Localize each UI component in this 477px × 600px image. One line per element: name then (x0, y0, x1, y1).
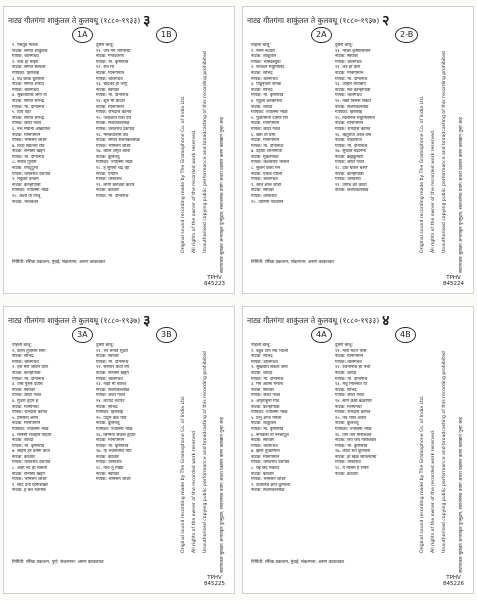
track-list-line: गायक: मा. दीनानाथ (335, 76, 368, 82)
track-list-line: नाटक: स्वयंवर (12, 387, 35, 393)
track-list-line: गायक: मा. दीनानाथ (96, 93, 129, 99)
track-list-line: नाटक: मानापमान (251, 121, 280, 127)
card-header (247, 311, 433, 327)
track-list-line: नाटक: कान्होपात्रा (12, 182, 41, 188)
catalog-prefix: TPHV (446, 275, 461, 281)
card-title: नाट्य गीतगंगा शाकुंतल ते कुलवधू (१८८०-१९३३) (247, 316, 380, 325)
track-list-line: गायिका: ज्योत्स्ना भोळे (96, 160, 133, 166)
catalog-prefix: TPHV (207, 275, 222, 281)
devanagari-notice: सर्वाधिकार सुरक्षित अनधिकृत पुनर्मुद्रण, सार्वजनिक प्रयोग अथवा प्रक्षेपण करणे कायद्याने गुन्हा आहे (459, 417, 464, 573)
track-list-line: गायक: बालगंधर्व (335, 93, 362, 99)
track-list-line: ५. प्रिये पहा (12, 110, 31, 116)
track-list-side-a (251, 343, 331, 558)
catalog-number (443, 275, 464, 287)
track-list-line: नाटक: ब्रह्मकुमारी (335, 154, 364, 160)
track-list-line: नाटक: सौभद्र (335, 387, 357, 393)
track-list-line: ७. झाले युवतिमना (251, 449, 280, 455)
catalog-code: 845223 (204, 281, 225, 287)
card-number: ४ (382, 313, 390, 327)
track-list-line: ३. तेचि पुरुष दैवाचे (12, 382, 43, 388)
track-list-line: नाटक: संगीत शाकुंतल (12, 48, 48, 54)
track-list-line: नाटक: कुलवधू (96, 154, 120, 160)
track-list-line: नाटक: शारदा (251, 104, 273, 110)
track-list-line: गायक: बालगंधर्व (96, 76, 123, 82)
track-list-line: गायक: बालगंधर्व (12, 359, 39, 365)
track-list-line: १४. सांग कधी कळणार (335, 398, 372, 404)
track-list-line: गायक: वसंतराव देशपांडे (251, 460, 290, 466)
track-list-line: गायक: मा. दीनानाथ (251, 376, 284, 382)
copyright-line-3: Unauthorised copying public performance and broadcasting of this recording prohibited (442, 51, 447, 253)
track-list-line: २. नाथ हा माझा (12, 59, 38, 65)
track-list-line: ६. रूपबली तो नरशार्दूल (251, 432, 289, 438)
track-list-line: १२. कर हा करी (335, 65, 361, 71)
track-list-line: ३. वद जाऊ कुणाला (12, 76, 45, 82)
track-list-line: गायक: भीमसेन जोशी (96, 143, 131, 149)
track-list-line: गायक: छोटा गंधर्व (96, 393, 125, 399)
track-list-line: गायक: बालगंधर्व (251, 359, 278, 365)
track-list-side-a (251, 43, 331, 258)
track-list-line: १८. देवा धरिले चरण (335, 166, 368, 172)
track-list-line: १७. बोला अमृत बोला (96, 149, 131, 155)
track-list-line: गायक: भास्करबुवा (251, 59, 281, 65)
track-list-line: १२. रवि मी (96, 65, 114, 71)
copyright-line-1: Original sound recording made by The Gramophone Co. of India Ltd. (181, 95, 186, 253)
track-list-line: गायक: रामदास कामत (335, 410, 371, 416)
cassette-inlay-card-1 (3, 6, 235, 294)
track-list-line: नाटक: संन्यस्त खड्ग (96, 370, 129, 376)
track-list-line: गायक: मा. दीनानाथ (335, 376, 368, 382)
track-list-line: गायक: मा. कृष्णराव (96, 59, 129, 65)
track-list-line: नाटक: सौभद्र (251, 87, 273, 93)
track-list-line: नाटक: मूकनायक (251, 154, 279, 160)
track-list-line: नाटक: स्वयंवर (335, 54, 358, 60)
side-a-marker: 4A (311, 327, 332, 343)
track-list-line: ११. नरवर कृष्णासमान (335, 48, 371, 54)
track-list-line: गायक: रामदास कामत (12, 410, 48, 416)
track-list-line: नाटक: संगीत सौभद्र (12, 115, 45, 121)
side-b-marker: 2-B (395, 27, 418, 43)
track-list-line: १३. मधु मिलनात या (335, 382, 367, 388)
copyright-line-3: Unauthorised copying public performance and broadcasting of this recording prohibited (203, 351, 208, 553)
track-list-line: ४. सुकतातचि जगी या (12, 93, 47, 99)
track-list-line: ९. लाल शाल जोडी (251, 182, 281, 188)
track-list-line: २. राधाधर मधुमिलिंद (251, 65, 285, 71)
track-list-line: ११. मला मदन भासे (335, 348, 367, 354)
track-list-line: गायक: भीमसेन जोशी (96, 477, 131, 483)
track-list-line: ४. अमृताहुनी गोड (251, 398, 279, 404)
catalog-code: 845225 (204, 581, 225, 587)
track-list-line: नाटक: स्वयंवर (251, 387, 274, 393)
track-list-line: गायक: मा. कृष्णराव (251, 426, 284, 432)
track-list-line: नाटक: शारदा (251, 370, 273, 376)
track-list-line: १३. चंद्रिका ही जणू (96, 82, 127, 88)
track-list-line: गायक: मा. दीनानाथ (12, 104, 45, 110)
credits-footer: निर्मिती: रसिक प्रकाशन, मुंबई; संकल्पना: अरुण काकतकर (251, 560, 345, 565)
track-list-line: १०. कशी या त्यजू (12, 194, 41, 200)
track-list-line: नाटक: कट्यार (96, 188, 119, 194)
track-list-line: गायक: मा. दीनानाथ (12, 376, 45, 382)
track-list-line: १५. विलोपले मधुमिलनात (335, 115, 376, 121)
track-list-line: गायक: बालगंधर्व (251, 443, 278, 449)
copyright-line-1: Original sound recording made by The Gramophone Co. of India Ltd. (420, 395, 425, 553)
track-list-line: दुसरी बाजू: (335, 43, 354, 48)
track-list-side-b (335, 43, 415, 258)
track-list-line: दुसरी बाजू: (96, 343, 115, 348)
track-list-line: ३. पांडुनृपती जनक (251, 82, 282, 88)
track-list-line: नाटक: संगीत संशयकल्लोळ (96, 138, 140, 144)
track-list-line: १५. दाटून कंठ येतो (96, 415, 127, 421)
catalog-number (204, 575, 225, 587)
track-list-line: पहिली बाजू: (251, 43, 271, 48)
credits-footer: निर्मिती: रसिक प्रकाशन, पुणे; संकल्पना: अरुण काकतकर (12, 560, 104, 565)
track-list-line: नाटक: मानापमान (96, 104, 125, 110)
track-list-line: नाटक: मानापमान (12, 132, 41, 138)
track-list-line: गायक: मा. दीनानाथ (335, 143, 368, 149)
side-a-marker: 3A (72, 327, 93, 343)
track-list-line: गायिका: हिराबाई (12, 70, 39, 76)
track-list-line: गायक: बालगंधर्व (251, 76, 278, 82)
track-list-line: नाटक: कुलवधू (335, 421, 359, 427)
track-list-line: नाटक: पंडितराज (335, 138, 362, 144)
track-list-line: २. सुखवीत सकल जना (251, 365, 288, 371)
track-list-line: नाटक: हा खेळ सावल्यांचा (335, 454, 377, 460)
track-list-line: गायक: वसंतराव देशपांडे (12, 460, 51, 466)
track-list-line: नाटक: मानापमान (251, 138, 280, 144)
track-list-line: नाटक: हे बंध रेशमाचे (12, 488, 46, 494)
track-list-line: १७. या भवनातील गीत (96, 449, 132, 455)
track-list-line: ८. सुजन कसा मन (251, 166, 281, 172)
track-list-line: गायक: बालगंधर्व (251, 177, 278, 183)
card-header (8, 11, 194, 27)
track-list-line: नाटक: संगीत शारदा (12, 82, 44, 88)
track-list-line: ५. प्रभु अजि गमला (251, 415, 282, 421)
track-list-line: गायक: भीमसेन जोशी (12, 138, 47, 144)
track-list-side-a (12, 43, 92, 258)
track-list-line: १. बहुत दिन नच भेटलो (251, 348, 289, 354)
card-title: नाट्य गीतगंगा शाकुंतल ते कुलवधू (१८८०-१९३७) (247, 16, 380, 25)
track-list-line: नाटक: मानापमान (12, 421, 41, 427)
track-list-line: नाटक: मत्स्यगंधा (12, 404, 39, 410)
track-list-line: ७. सोहम् हर डमरू बाजे (12, 449, 50, 455)
devanagari-notice: सर्वाधिकार सुरक्षित अनधिकृत पुनर्मुद्रण, सार्वजनिक प्रयोग अथवा प्रक्षेपण करणे कायद्याने गुन्हा आहे (220, 417, 225, 573)
track-list-line: गायक: वसंतराव देशपांडे (12, 171, 51, 177)
track-list-line: नाटक: मानापमान (335, 70, 364, 76)
track-list-line: नाटक: शाकुंतल (251, 54, 277, 60)
track-list-line: गायिका: हिराबाई (335, 110, 362, 116)
track-list-line: गायक: मा. कृष्णराव (12, 443, 45, 449)
track-list-line: नाटक: स्वयंवर (96, 471, 119, 477)
track-list-side-b (335, 343, 415, 558)
card-title: नाट्य गीतगंगा शाकुंतल ते कुलवधू (१८८०-१९३७) (8, 316, 141, 325)
track-list-line: गायक: छोटा गंधर्व (12, 121, 41, 127)
track-list-side-b (96, 43, 176, 258)
track-list-line: १४. लटपट लटपट (96, 398, 125, 404)
track-list-line: ८. घेई छंद मकरंद (251, 466, 280, 472)
track-list-line: गायक: बालगंधर्व (12, 87, 39, 93)
track-list-line: गायक: रामदास कामत (96, 110, 132, 116)
track-list-line: गायक: बालगंधर्व (335, 59, 362, 65)
track-list-line: ९. साद देती हिमशिखरे (12, 482, 48, 488)
catalog-number (204, 275, 225, 287)
side-a-marker: 1A (72, 27, 93, 43)
side-b-marker: 4B (395, 327, 416, 343)
track-list-line: नाटक: स्वयंवर (251, 188, 274, 194)
track-list-line: नाटक: कुलवधू (96, 421, 120, 427)
track-list-line: नाटक: संगीत स्वयंवर (12, 65, 46, 71)
track-list-line: १९. लागी करेजवा कटार (96, 182, 135, 188)
track-list-line: १४. नको विसरू संकेत (335, 98, 371, 104)
catalog-prefix: TPHV (446, 575, 461, 581)
devanagari-notice: सर्वाधिकार सुरक्षित अनधिकृत पुनर्मुद्रण, सार्वजनिक प्रयोग अथवा प्रक्षेपण करणे कायद्याने गुन्हा आहे (459, 117, 464, 273)
cassette-inlay-card-4 (242, 306, 474, 594)
credits-footer: निर्मिती: रसिक प्रकाशन; संकल्पना: अरुण काकतकर (251, 260, 335, 265)
card-number: ३ (143, 13, 151, 27)
track-list-line: दुसरी बाजू: (335, 343, 354, 348)
track-list-line: नाटक: शारदा (335, 370, 357, 376)
track-list-line: गायक: छोटा गंधर्व (12, 393, 41, 399)
track-list-line: १२. सरणार कधी रण (96, 365, 130, 371)
track-list-line: नाटक: संन्यस्त खड्ग (12, 471, 45, 477)
track-list-line: गायक: रामदास कामत (335, 126, 371, 132)
track-list-line: नाटक: कान्होपात्रा (12, 370, 41, 376)
track-list-line: गायक: मा. दीनानाथ (96, 194, 129, 200)
catalog-prefix: TPHV (207, 575, 222, 581)
track-list-line: गायक: छोटा गंधर्व (335, 160, 364, 166)
track-list-line: गायक: मा. कृष्णराव (335, 443, 368, 449)
track-list-line: नाटक: मत्स्यगंधा (335, 404, 362, 410)
copyright-line-2: All rights of the owner of the recorded work reserved. (431, 129, 436, 253)
track-list-line: नाटक: मानापमान (96, 70, 125, 76)
track-list-line: १२. रजनीनाथ हा नभी (335, 365, 371, 371)
track-list-line: गायक: वसंतराव (335, 460, 361, 466)
track-list-line: नाटक: मानापमान (335, 354, 364, 360)
track-list-line: गायिका: ज्योत्स्ना भोळे (335, 426, 372, 432)
track-list-line: गायक: बालगंधर्व (12, 54, 39, 60)
track-list-line: गायक: वसंतराव (251, 194, 277, 200)
track-list-line: गायक: भीमसेन जोशी (251, 477, 286, 483)
copyright-line-2: All rights of the owner of the recorded work reserved. (192, 429, 197, 553)
track-list-line: गायक: मा. दीनानाथ (96, 359, 129, 365)
track-list-line: ६. मानसी राजहंस पोहतो (12, 432, 52, 438)
track-list-line: ९. देवाघरचे ज्ञात कुणाला (251, 482, 291, 488)
card-number: २ (382, 13, 390, 27)
track-list-line: नाटक: कान्होपात्रा (335, 171, 364, 177)
copyright-line-2: All rights of the owner of the recorded work reserved. (431, 429, 436, 553)
track-list-line: नाटक: संशयकल्लोळ (251, 488, 285, 494)
track-list-line: १३. नाही मी बोलत (96, 382, 127, 388)
copyright-line-2: All rights of the owner of the recorded work reserved. (192, 129, 197, 253)
track-list-line: गायक: वसंतराव (96, 460, 122, 466)
track-list-line: नाटक: कट्यार (12, 454, 35, 460)
track-list-line: नाटक: कट्यार (335, 471, 358, 477)
track-list-line: ११. भरे मनात सुंदरा (96, 348, 128, 354)
track-list-line: दुसरी बाजू: (96, 43, 115, 48)
track-list-line: ७. देहाता शरणागता (251, 149, 283, 155)
cassette-inlay-card-3 (3, 306, 235, 594)
track-list-line: ६. नभ मेघांनी आक्रमिले (12, 126, 50, 132)
track-list-line: गायक: मा. दीनानाथ (251, 143, 284, 149)
track-list-line: नाटक: मानापमान (96, 438, 125, 444)
track-list-line: नाटक: संगीत सौभद्र (12, 98, 45, 104)
track-list-line: नाटक: ययाति (96, 171, 118, 177)
track-list-line: गायक: वसंतराव (96, 177, 122, 183)
track-list-line: गायक: केशवराव भोसले (251, 160, 290, 166)
track-list-line: ८. सत्तेचे गुलाम (12, 160, 37, 166)
track-list-line: १. कोण तुजसम सांग (12, 348, 46, 354)
track-list-line: नाटक: संशयकल्लोळ (96, 387, 130, 393)
side-b-marker: 1B (156, 27, 177, 43)
track-list-line: गायक: वसंतराव (335, 177, 361, 183)
track-list-line: ११. जय गंगे भागीरथी (96, 48, 131, 54)
track-list-line: ४. मृदुला करकमला (251, 98, 282, 104)
track-list-line: ५. प्रेमसेवा शरण (12, 415, 39, 421)
track-list-line: नाटक: स्वयंवर (251, 438, 274, 444)
track-list-line: गायिका: ज्योत्स्ना भोळे (251, 110, 288, 116)
copyright-line-3: Unauthorised copying public performance and broadcasting of this recording prohibited (442, 351, 447, 553)
track-list-line: गायक: भीमसेन जोशी (12, 477, 47, 483)
track-list-line: नाटक: कान्होपात्रा (251, 404, 280, 410)
track-list-line: नाटक: संशयकल्लोळ (335, 188, 369, 194)
track-list-line: नाटक: संशयकल्लोळ (335, 104, 369, 110)
track-list-line: गायक: वसंतराव देशपांडे (96, 126, 135, 132)
track-list-line: नाटक: स्वयंवर (96, 87, 119, 93)
track-list-line: गायक: मा. दीनानाथ (12, 154, 45, 160)
track-list-line: ४. गुंतता हृदय हे (12, 398, 39, 404)
track-list-line: गायक: मा. कृष्णराव (96, 443, 129, 449)
track-list-line: १६. ऋतुराज आज वनी (335, 132, 372, 138)
track-list-line: गायिका: ज्योत्स्ना भोळे (96, 426, 133, 432)
catalog-code: 845226 (443, 581, 464, 587)
track-list-line: गायक: मा. कृष्णराव (251, 93, 284, 99)
track-list-line: १५. तव भास अंतरा (335, 415, 367, 421)
track-list-line: १६. जय जय गौरीशंकर (335, 432, 372, 438)
track-list-line: गायक: छोटा गंधर्व (335, 393, 364, 399)
track-list-line: नाटक: गंगावतरण (96, 54, 125, 60)
track-list-line: गायक: छोटा गंधर्व (251, 126, 280, 132)
track-list-line: ६. खरा तो प्रेमा (251, 132, 276, 138)
track-list-line: १०. तारिणी नववसन (251, 199, 284, 205)
track-list-line: १६. चिन्मया सकल हृदया (96, 432, 136, 438)
track-list-line: गायिका: हिराबाई (96, 410, 123, 416)
credits-footer: निर्मिती: रसिक प्रकाशन, मुंबई; संकल्पना: अरुण काकतकर (12, 260, 106, 265)
track-list-line: ५. युवतिमना दारुण रण (251, 115, 288, 121)
copyright-line-3: Unauthorised copying public performance and broadcasting of this recording prohibited (203, 51, 208, 253)
catalog-code: 845224 (443, 281, 464, 287)
track-list-line: १. नमन नटवरा (251, 48, 275, 54)
copyright-line-1: Original sound recording made by The Gramophone Co. of India Ltd. (420, 95, 425, 253)
track-list-line: १८. नाथ तू माझा (96, 466, 124, 472)
track-list-line: नाटक: कट्यार (96, 454, 119, 460)
cassette-inlay-card-2 (242, 6, 474, 294)
track-list-line: १. पंचतुंड नररुंड (12, 43, 38, 48)
track-list-line: नाटक: सौभद्र (251, 354, 273, 360)
track-list-line: नाटक: संशयकल्लोळ (96, 121, 130, 127)
track-list-line: नाटक: एकच प्याला (251, 171, 283, 177)
track-list-line: ८. अशी नटे ही चारुता (12, 466, 48, 472)
copyright-line-1: Original sound recording made by The Gramophone Co. of India Ltd. (181, 395, 186, 553)
track-list-line: १९. उगीच का कांता (335, 182, 367, 188)
track-list-line: नाटक: रणदुंदुभी (12, 166, 38, 172)
track-list-line: नाटक: सौभद्र (251, 70, 273, 76)
track-list-line: गायिका: ज्योत्स्ना भोळे (12, 426, 49, 432)
track-list-line: नाटक: भावबंधन (12, 199, 39, 205)
catalog-number (443, 575, 464, 587)
track-list-line: १४. शूरा मी वंदिले (96, 98, 125, 104)
track-list-side-b (96, 343, 176, 558)
card-header (8, 311, 194, 327)
card-title: नाट्य गीतगंगा शाकुंतल ते कुलवधू (१८८०-१९३३) (8, 16, 141, 25)
track-list-line: गायिका: ज्योत्स्ना भोळे (251, 410, 288, 416)
track-list-line: गायक: बालगंधर्व (335, 359, 362, 365)
track-list-line: नाटक: सौभद्र (12, 354, 34, 360)
track-list-line: १६. मर्मबंधातली ठेव (96, 132, 128, 138)
track-list-line: नाटक: सौभद्र (96, 404, 118, 410)
track-list-line: ३. मम आत्मा गमला (251, 382, 283, 388)
track-list-line: १८. ये मौसम है रंगीन (335, 466, 369, 472)
devanagari-notice: सर्वाधिकार सुरक्षित अनधिकृत पुनर्मुद्रण, सार्वजनिक प्रयोग अथवा प्रक्षेपण करणे कायद्याने गुन्हा आहे (220, 117, 225, 273)
track-list-line: १५. परवशता पाश दैवे (96, 115, 131, 121)
track-list-line: १७. काटा रुते कुणाला (335, 449, 370, 455)
side-b-marker: 3B (156, 327, 177, 343)
track-list-line: नाटक: कट्यार (251, 471, 274, 477)
card-number: ३ (143, 313, 151, 327)
card-header (247, 11, 433, 27)
track-list-side-a (12, 343, 92, 558)
track-list-line: १८. हे सुरांनो चंद्र व्हा (96, 166, 130, 172)
side-a-marker: 2A (311, 27, 332, 43)
track-list-line: पहिली बाजू: (12, 343, 32, 348)
track-list-line: गायिका: ज्योत्स्ना भोळे (12, 188, 49, 194)
track-list-line: पहिली बाजू: (251, 343, 271, 348)
track-list-line: नाटक: शारदा (12, 438, 34, 444)
track-list-line: नाटक: संन्यस्त खड्ग (12, 149, 45, 155)
track-list-line: गायक: छोटा गंधर्व (251, 393, 280, 399)
track-list-line: नाटक: शाकुंतल (251, 421, 277, 427)
track-list-line: ९. मधुकर वनवन (12, 177, 39, 183)
track-list-line: गायक: बालगंधर्व (96, 376, 123, 382)
track-list-line: नाटक: स्वयंवर (96, 354, 119, 360)
track-list-line: नाटक: मानापमान (251, 454, 280, 460)
track-list-line: नाटक: मानापमान (335, 121, 364, 127)
track-list-line: नाटक: जय जय गौरीशंकर (335, 438, 377, 444)
track-list-line: ७. दिव्य स्वातंत्र्य रवि (12, 143, 45, 149)
track-list-line: १७. सुकांत चंद्रानना (335, 149, 367, 155)
track-list-line: नाटक: संत कान्होपात्रा (335, 87, 371, 93)
track-list-line: १३. जोहार मायबाप (335, 82, 366, 88)
track-list-line: २. हरी मेरो जीवन प्राण (12, 365, 49, 371)
